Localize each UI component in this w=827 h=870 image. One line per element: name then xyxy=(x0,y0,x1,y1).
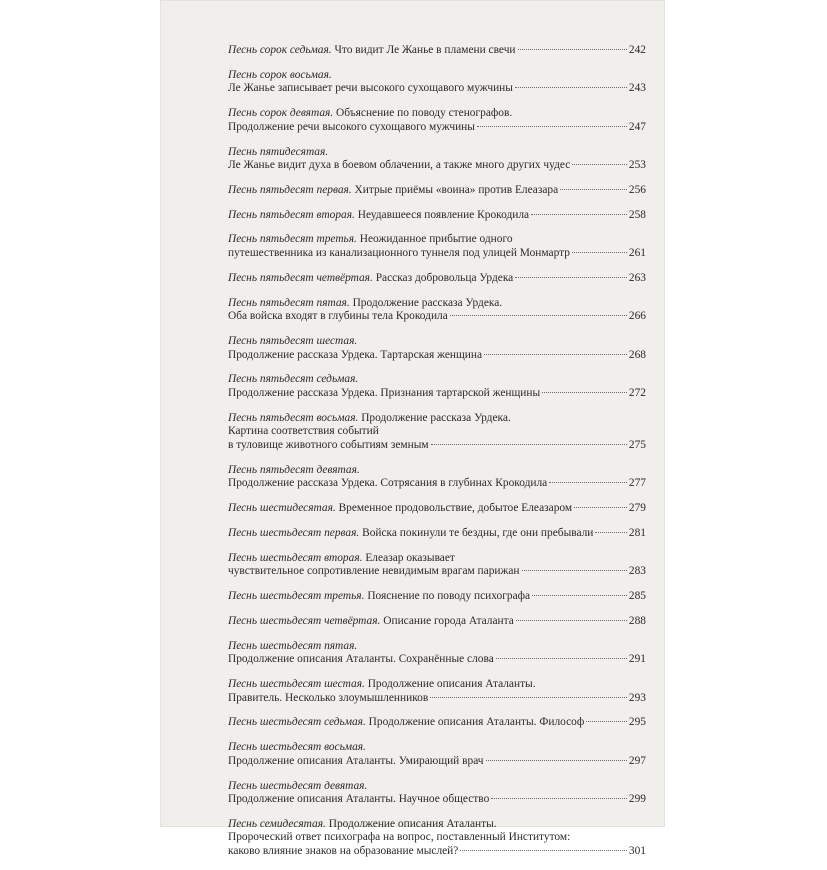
page-number: 253 xyxy=(628,159,646,172)
page-number: 301 xyxy=(628,845,646,858)
toc-entry xyxy=(228,716,646,730)
chapter-description: Продолжение описания Аталанты. xyxy=(328,817,497,830)
leader-dots xyxy=(450,314,627,316)
page-number: 272 xyxy=(628,386,646,399)
chapter-description: Оба войска входят в глубины тела Крокодила xyxy=(228,310,448,323)
chapter-description: Продолжение речи высокого сухощавого мужчины xyxy=(228,120,475,133)
chapter-title: Песнь шестидесятая. xyxy=(228,502,336,515)
leader-dots xyxy=(549,481,627,483)
page-number: 256 xyxy=(628,183,646,196)
toc-entry xyxy=(228,373,646,400)
leader-dots xyxy=(484,353,627,355)
page-number: 242 xyxy=(628,44,646,56)
leader-dots xyxy=(496,657,627,659)
leader-dots xyxy=(515,276,627,278)
chapter-description: чувствительное сопротивление невидимым врагам парижан xyxy=(228,565,520,578)
leader-dots xyxy=(572,163,627,165)
chapter-description: Продолжение описания Аталанты. xyxy=(367,677,536,690)
toc-entry xyxy=(228,678,646,705)
toc-entry xyxy=(228,615,646,629)
leader-dots xyxy=(595,531,627,533)
chapter-description: Продолжение рассказа Урдека. Тартарская женщина xyxy=(228,348,483,361)
page-number: 285 xyxy=(628,590,646,603)
chapter-title: Песнь сорок седьмая. xyxy=(228,44,332,56)
toc-entry xyxy=(228,590,646,604)
leader-dots xyxy=(586,720,627,722)
toc-entry xyxy=(228,107,646,134)
chapter-title: Песнь сорок девятая. xyxy=(228,107,334,120)
page-number: 275 xyxy=(628,438,646,451)
leader-dots xyxy=(572,251,627,253)
chapter-title: Песнь семидесятая. xyxy=(228,817,326,830)
leader-dots xyxy=(430,696,627,698)
leader-dots xyxy=(515,86,627,88)
chapter-description: Продолжение описания Аталанты. Умирающий врач xyxy=(228,754,484,767)
leader-dots xyxy=(542,391,627,393)
page-number: 279 xyxy=(628,502,646,515)
chapter-description: Временное продовольствие, добытое Елеазаром xyxy=(338,502,573,515)
chapter-description: Продолжение рассказа Урдека. xyxy=(361,411,511,424)
page-number: 281 xyxy=(628,526,646,539)
page-number: 291 xyxy=(628,653,646,666)
toc-entry xyxy=(228,741,646,768)
page-number: 266 xyxy=(628,310,646,323)
page-number: 247 xyxy=(628,120,646,133)
page-number: 268 xyxy=(628,348,646,361)
page-number: 299 xyxy=(628,793,646,806)
chapter-title: Песнь шестьдесят седьмая. xyxy=(228,716,366,729)
chapter-description: в туловище животного событиям земным xyxy=(228,438,429,451)
leader-dots xyxy=(491,797,627,799)
chapter-description: Продолжение описания Аталанты. Научное общество xyxy=(228,793,490,806)
toc-entry xyxy=(228,44,646,58)
toc-entry xyxy=(228,464,646,491)
chapter-description: Картина соответствия событий xyxy=(228,425,379,438)
toc-entry xyxy=(228,527,646,541)
page-number: 258 xyxy=(628,208,646,221)
page-number: 293 xyxy=(628,691,646,704)
chapter-title: Песнь пятьдесят седьмая. xyxy=(228,373,359,386)
leader-dots xyxy=(460,849,627,851)
chapter-description: Продолжение описания Аталанты. Философ xyxy=(368,716,585,729)
page-number: 243 xyxy=(628,82,646,95)
chapter-description: Неудавшееся появление Крокодила xyxy=(357,208,530,221)
page-number: 283 xyxy=(628,565,646,578)
toc-entry xyxy=(228,184,646,198)
chapter-description: каково влияние знаков на образование мыслей? xyxy=(228,845,459,858)
chapter-title: Песнь пятьдесят третья. xyxy=(228,233,357,246)
toc-entry xyxy=(228,412,646,453)
table-of-contents xyxy=(228,44,646,870)
chapter-description: Рассказ добровольца Урдека xyxy=(375,271,514,284)
toc-entry xyxy=(228,552,646,579)
chapter-title: Песнь шестьдесят восьмая. xyxy=(228,741,366,754)
chapter-title: Песнь пятьдесят вторая. xyxy=(228,208,355,221)
chapter-title: Песнь пятидесятая. xyxy=(228,145,329,158)
page-number: 295 xyxy=(628,716,646,729)
leader-dots xyxy=(516,619,627,621)
chapter-title: Песнь пятьдесят первая. xyxy=(228,183,352,196)
chapter-description: Продолжение описания Аталанты. Сохранённые слова xyxy=(228,653,494,666)
chapter-description: Войска покинули те бездны, где они пребывали xyxy=(362,526,594,539)
leader-dots xyxy=(532,594,627,596)
page-number: 277 xyxy=(628,477,646,490)
chapter-description: Пророческий ответ психографа на вопрос, поставленный Институтом: xyxy=(228,831,571,844)
leader-dots xyxy=(531,213,627,215)
chapter-description: Ле Жанье записывает речи высокого сухощавого мужчины xyxy=(228,82,513,95)
leader-dots xyxy=(477,125,627,127)
chapter-title: Песнь шестьдесят вторая. xyxy=(228,551,363,564)
chapter-description: Продолжение рассказа Урдека. Признания тартарской женщины xyxy=(228,386,541,399)
leader-dots xyxy=(560,188,627,190)
toc-entry xyxy=(228,297,646,324)
chapter-description: Хитрые приёмы «воина» против Елеазара xyxy=(354,183,559,196)
chapter-title: Песнь шестьдесят шестая. xyxy=(228,677,365,690)
leader-dots xyxy=(518,48,627,50)
chapter-description: Продолжение рассказа Урдека. Сотрясания в глубинах Крокодила xyxy=(228,477,548,490)
toc-entry xyxy=(228,209,646,223)
chapter-title: Песнь сорок восьмая. xyxy=(228,68,332,81)
toc-entry xyxy=(228,780,646,807)
chapter-description: Неожиданное прибытие одного xyxy=(359,233,513,246)
page-number: 288 xyxy=(628,614,646,627)
chapter-title: Песнь пятьдесят пятая. xyxy=(228,296,350,309)
leader-dots xyxy=(574,506,627,508)
toc-entry xyxy=(228,69,646,96)
toc-entry xyxy=(228,272,646,286)
chapter-title: Песнь шестьдесят четвёртая. xyxy=(228,614,381,627)
page-number: 297 xyxy=(628,754,646,767)
toc-entry xyxy=(228,640,646,667)
chapter-title: Песнь пятьдесят четвёртая. xyxy=(228,271,373,284)
chapter-title: Песнь шестьдесят девятая. xyxy=(228,779,368,792)
leader-dots xyxy=(522,569,627,571)
toc-entry xyxy=(228,502,646,516)
chapter-title: Песнь шестьдесят первая. xyxy=(228,526,360,539)
chapter-description: Описание города Аталанта xyxy=(383,614,514,627)
chapter-description: Пояснение по поводу психографа xyxy=(367,590,531,603)
chapter-description: Елеазар оказывает xyxy=(365,551,455,564)
chapter-title: Песнь шестьдесят пятая. xyxy=(228,639,358,652)
page-number: 263 xyxy=(628,271,646,284)
page-number: 261 xyxy=(628,247,646,260)
toc-entry xyxy=(228,818,646,859)
chapter-description: Ле Жанье видит духа в боевом облачении, а также много других чудес xyxy=(228,159,571,172)
chapter-description: Объяснение по поводу стенографов. xyxy=(336,107,513,120)
chapter-title: Песнь пятьдесят девятая. xyxy=(228,463,360,476)
chapter-title: Песнь пятьдесят шестая. xyxy=(228,335,358,347)
chapter-title: Песнь пятьдесят восьмая. xyxy=(228,411,359,424)
chapter-description: Что видит Ле Жанье в пламени свечи xyxy=(334,44,516,56)
leader-dots xyxy=(431,443,627,445)
chapter-description: путешественника из канализационного туннеля под улицей Монмартр xyxy=(228,247,570,260)
chapter-title: Песнь шестьдесят третья. xyxy=(228,590,365,603)
chapter-description: Правитель. Несколько злоумышленников xyxy=(228,691,429,704)
toc-entry xyxy=(228,146,646,173)
chapter-description: Продолжение рассказа Урдека. xyxy=(352,296,503,309)
toc-entry xyxy=(228,335,646,362)
leader-dots xyxy=(486,759,627,761)
toc-entry xyxy=(228,233,646,260)
